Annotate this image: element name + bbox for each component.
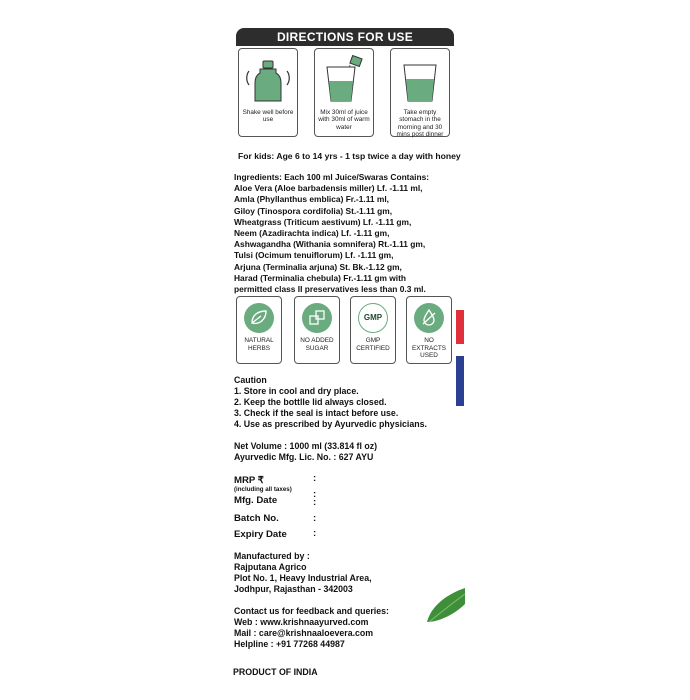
caution-item: 1. Store in cool and dry place. [234,386,359,396]
ingredient-line: Tulsi (Ocimum tenuiflorum) Lf. -1.11 gm, [234,250,394,261]
ingredient-line: Neem (Azadirachta indica) Lf. -1.11 gm, [234,228,390,239]
step-mix [314,48,374,137]
directions-title: DIRECTIONS FOR USE [236,28,454,46]
net-volume: Net Volume : 1000 ml (33.814 fl oz) [234,441,378,451]
step-caption: Take empty stomach in the morning and 30 mins post dinner [396,109,444,139]
glass-icon [395,53,445,107]
badge-natural-herbs [236,296,282,364]
ingredient-line: Harad (Terminalia chebula) Fr.-1.11 gm with [234,272,407,283]
kids-dosage: For kids: Age 6 to 14 yrs - 1 tsp twice a day with honey [238,151,461,161]
caution-section [234,375,427,430]
step-caption: Mix 30ml of juice with 30ml of warm water [318,109,370,131]
no-extract-drop-icon [419,308,439,328]
badge-label: NO EXTRACTS USED [411,337,447,360]
badge-label: NATURAL HERBS [244,337,274,352]
ingredient-line: Arjuna (Terminalia arjuna) St. Bk.-1.12 gm, [234,261,402,272]
side-stripe [456,310,464,406]
product-origin: PRODUCT OF INDIA [233,667,318,677]
step-timing [390,48,450,137]
batch-label: Batch No. [234,513,279,524]
contact-label: Contact us for feedback and queries: [234,606,389,616]
step-caption: Shake well before use [242,109,294,124]
manufacturer-address: Plot No. 1, Heavy Industrial Area, [234,573,372,583]
expiry-label: Expiry Date [234,529,287,540]
colon: : [313,489,317,500]
badge-gmp-certified [350,296,396,364]
badge-no-added-sugar [294,296,340,364]
manufacturer-section [234,551,372,595]
colon: : [313,473,317,484]
contact-web: Web : www.krishnaayurved.com [234,617,369,627]
ingredient-line: Ashwagandha (Withania somnifera) Rt.-1.11 gm, [234,239,426,250]
glass-pour-icon [319,53,369,107]
step-shake [238,48,298,137]
badge-label: NO ADDED SUGAR [300,337,334,352]
caution-title: Caution [234,375,267,385]
ingredient-line: Wheatgrass (Triticum aestivum) Lf. -1.11 gm, [234,216,412,227]
herbs-leaf-icon [249,308,269,328]
mrp-sub-label: (including all taxes) [234,486,292,493]
manufacturer-name: Rajputana Agrico [234,562,307,572]
manufacturer-address: Jodhpur, Rajasthan - 342003 [234,584,353,594]
colon: : [313,528,317,539]
ingredient-line: Aloe Vera (Aloe barbadensis miller) Lf. -1.11 ml, [234,183,423,194]
badge-label: GMP CERTIFIED [356,337,390,352]
mrp-label: MRP ₹ [234,475,264,486]
ingredients-header: Ingredients: Each 100 ml Juice/Swaras Contains: [234,172,430,182]
colon: : [313,497,317,508]
caution-item: 2. Keep the bottlle lid always closed. [234,397,387,407]
license-number: Ayurvedic Mfg. Lic. No. : 627 AYU [234,452,374,462]
badge-no-extracts [406,296,452,364]
colon: : [313,513,317,524]
ingredients [234,172,460,295]
manufacturer-label: Manufactured by : [234,551,310,561]
contact-mail: Mail : care@krishnaaloevera.com [234,628,374,638]
contact-section [234,606,389,650]
ingredient-line: Amla (Phyllanthus emblica) Fr.-1.11 ml, [234,194,389,205]
mfg-date-label: Mfg. Date [234,495,278,506]
volume-license [234,441,377,463]
sugar-cube-icon [307,308,327,328]
caution-item: 4. Use as prescribed by Ayurvedic physicians. [234,419,427,429]
gmp-icon: GMP [363,313,383,322]
ingredient-line: permitted class II preservatives less than 0.3 ml. [234,284,426,295]
contact-helpline: Helpline : +91 77268 44987 [234,639,345,649]
caution-item: 3. Check if the seal is intact before use. [234,408,399,418]
shake-bottle-icon [243,53,293,107]
ingredient-line: Giloy (Tinospora cordifolia) St.-1.11 gm, [234,205,393,216]
leaf-icon [425,588,465,632]
